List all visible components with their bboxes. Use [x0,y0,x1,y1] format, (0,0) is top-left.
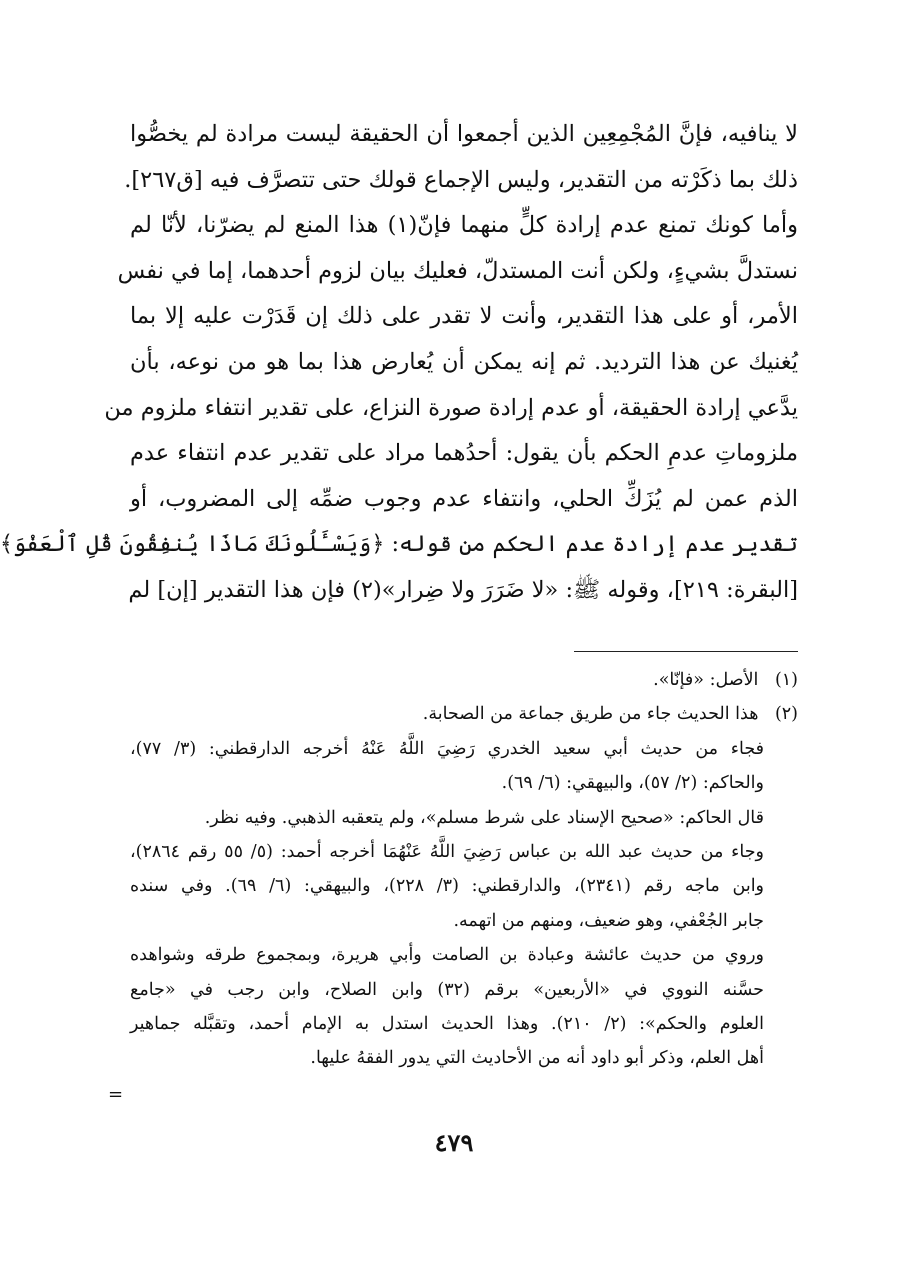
main-text-line: الذم عمن لم يُزَكِّ الحلي، وانتفاء عدم وجوب ضمِّه إلى المضروب، أو [130,485,798,512]
footnote-line: العلوم والحكم»: (٢/ ٢١٠). وهذا الحديث استدل به الإمام أحمد، وتقبَّله جماهير [130,1013,764,1034]
footnote-line: فجاء من حديث أبي سعيد الخدري رَضِيَ اللَّهُ عَنْهُ أخرجه الدارقطني: (٣/ ٧٧)، [130,738,764,759]
footnote-line: حسَّنه النووي في «الأربعين» برقم (٣٢) وابن الصلاح، وابن رجب في «جامع [130,979,765,1000]
footnote-text: الأصل: «فإنّا». [653,670,759,690]
footnote-marker: (١) [774,670,798,690]
footnote-line: وجاء من حديث عبد الله بن عباس رَضِيَ اللَّهُ عَنْهُمَا أخرجه أحمد: (٥/ ٥٥ رقم ٢٨٦٤)، [130,841,764,862]
footnote-line: والحاكم: (٢/ ٥٧)، والبيهقي: (٦/ ٦٩). [501,773,764,794]
footnote-1 [130,663,798,697]
footnote-line: قال الحاكم: «صحيح الإسناد على شرط مسلم»، ولم يتعقبه الذهبي. وفيه نظر. [204,807,764,828]
footnotes-section [130,663,798,1076]
main-text-line: ملزوماتِ عدمِ الحكم بأن يقول: أحدُهما مراد على تقدير عدم انتفاء عدم [130,440,798,467]
main-text-line: يدَّعي إرادة الحقيقة، أو عدم إرادة صورة النزاع، على تقدير انتفاء ملزوم من [104,394,798,421]
footnote-divider [574,651,798,652]
main-text-line: نستدلَّ بشيءٍ، ولكن أنت المستدلّ، فعليك بيان لزوم أحدهما، إما في نفس [117,257,798,284]
main-text-body [0,112,798,614]
main-text-line: [البقرة: ٢١٩]، وقوله ﷺ: «لا ضَرَرَ ولا ضِرار»(٢) فإن هذا التقدير [إن] لم [128,576,798,603]
main-text-line: لا ينافيه، فإنَّ المُجْمِعِين الذين أجمعوا أن الحقيقة ليست مرادة لم يخصُّوا [130,121,798,147]
footnote-text: هذا الحديث جاء من طريق جماعة من الصحابة. [422,704,759,725]
main-text-line: ذلك بما ذكَرْته من التقدير، وليس الإجماع قولك حتى تتصرَّف فيه [ق٢٦٧]. [124,166,798,193]
footnote-line: أهل العلم، وذكر أبو داود أنه من الأحاديث التي يدور الفقهُ عليها. [310,1048,764,1069]
main-text-line: يُغنيك عن هذا الترديد. ثم إنه يمكن أن يُعارض هذا بما هو من نوعه، بأن [130,348,798,375]
footnote-2 [130,697,798,731]
main-text-line: تقدير عدم إرادة عدم الحكم من قوله: ﴿وَيَسْـَٔلُونَكَ مَاذَا يُنفِقُونَ قُلِ ٱلْعَفْوَ﴾ [0,531,798,558]
footnote-continuation-mark: = [108,1084,124,1105]
main-text-line: الأمر، أو على هذا التقدير، وأنت لا تقدر على ذلك إن قَدَرْت عليه إلا بما [130,303,798,330]
page-number: ٤٧٩ [434,1128,474,1157]
footnote-line: وروي من حديث عائشة وعبادة بن الصامت وأبي هريرة، وبمجموع طرقه وشواهده [130,945,764,966]
main-text-line: وأما كونك تمنع عدم إرادة كلٍّ منهما فإنّ(١) هذا المنع لم يضرّنا، لأنّا لم [130,212,798,239]
footnote-line: جابر الجُعْفي، وهو ضعيف، ومنهم من اتهمه. [453,910,764,931]
footnote-line: وابن ماجه رقم (٢٣٤١)، والدارقطني: (٣/ ٢٢٨)، والبيهقي: (٦/ ٦٩). وفي سنده [130,876,765,897]
footnote-marker: (٢) [774,704,798,725]
